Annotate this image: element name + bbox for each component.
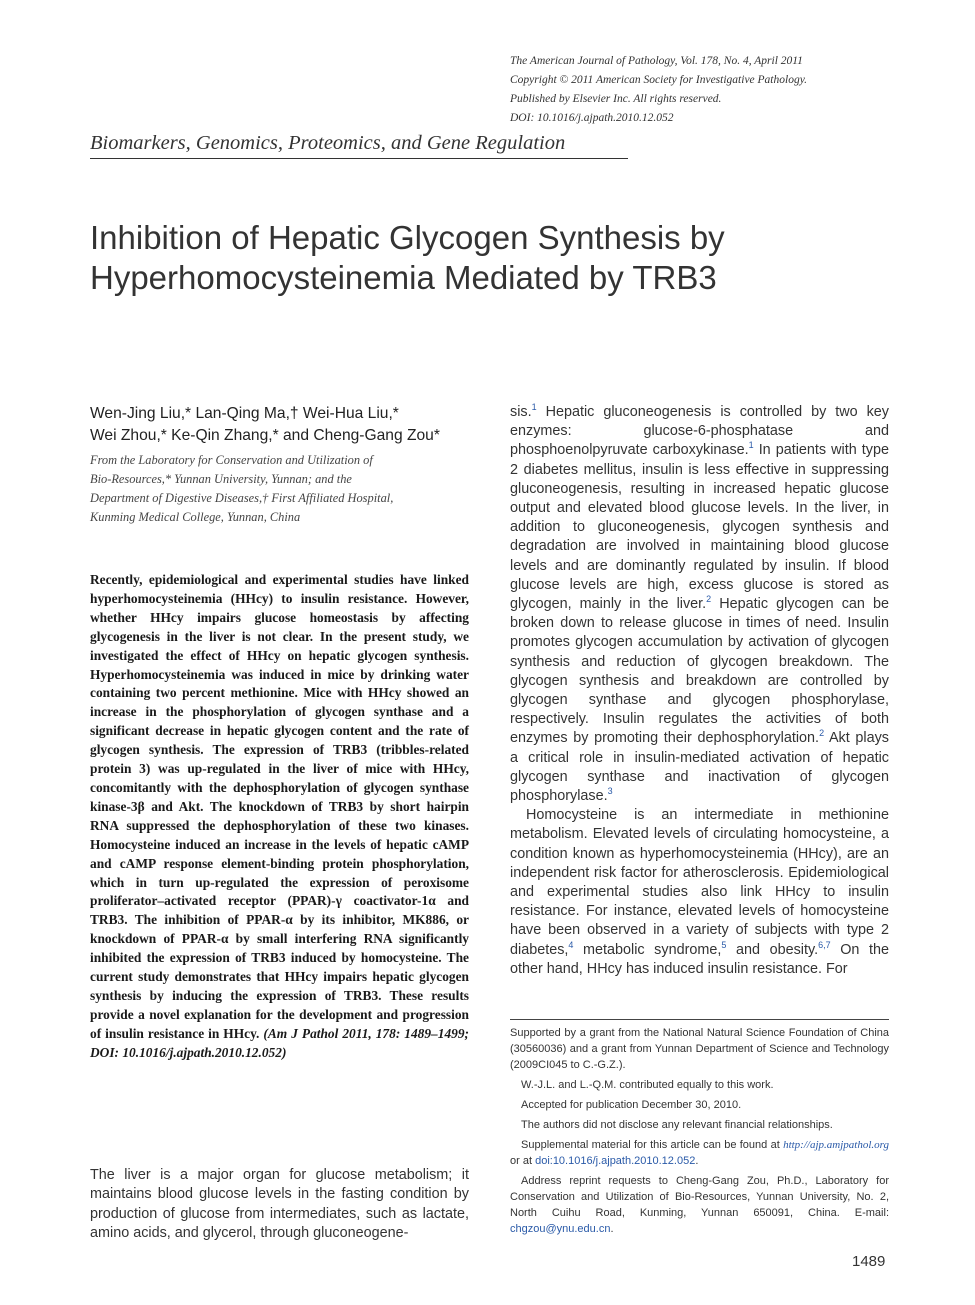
text-run: Akt plays a critical role in insulin-mediated activation of hepatic glycogen synthase and inactivation of glycogen phosphorylase. <box>510 730 890 805</box>
footnote-supplemental <box>510 1137 889 1169</box>
text-run: On the other hand, HHcy has induced insulin resistance. For <box>510 941 889 977</box>
supplemental-url-link[interactable]: http://ajp.amjpathol.org <box>783 1139 889 1151</box>
footnote-accepted: Accepted for publication December 30, 2010. <box>521 1099 742 1111</box>
text-run: . <box>610 1223 614 1235</box>
email-link[interactable]: chgzou@ynu.edu.cn <box>510 1223 611 1235</box>
footnote-equal-contribution: W.-J.L. and L.-Q.M. contributed equally to this work. <box>521 1079 774 1091</box>
footnote-divider <box>510 1019 889 1020</box>
text-run: metabolic syndrome, <box>573 941 722 958</box>
reference-link[interactable]: 4 <box>568 939 574 950</box>
body-paragraph-1 <box>510 403 889 806</box>
title-line-1: Inhibition of Hepatic Glycogen Synthesis by <box>90 219 725 256</box>
text-run: Homocysteine is an intermediate in methionine metabolism. Elevated levels of circulating homocysteine, a condition known as hyperhomocysteinemia (HHcy), are an independent risk factor for atherosclerosis. Epidemiological and experimental studies also link HHcy to insulin resistance. For instance, elevated levels of homocysteine have been observed in a variety of subjects with type 2 diabetes, <box>510 807 889 958</box>
text-run: or at <box>510 1155 536 1167</box>
journal-header <box>510 52 910 128</box>
footnote-support: Supported by a grant from the National Natural Science Foundation of China (30560036) and a grant from Yunnan Department of Science and Technology (2009CI045 to C.-G.Z.). <box>510 1027 889 1071</box>
footnotes <box>510 1025 889 1241</box>
text-run: . <box>695 1155 699 1167</box>
reference-link[interactable]: 2 <box>706 594 712 605</box>
reference-link[interactable]: 6,7 <box>818 939 831 950</box>
reference-link[interactable]: 1 <box>531 402 537 413</box>
text-run: Hepatic gluconeogenesis is controlled by two key enzymes: glucose-6-phosphatase and phosphoenolpyruvate carboxykinase. <box>510 404 889 459</box>
text-run: Supplemental material for this article can be found at <box>521 1139 784 1151</box>
affiliation <box>90 451 480 527</box>
author-list <box>90 403 490 447</box>
text-run: Hepatic glycogen can be broken down to release glucose in times of need. Insulin promotes glycogen accumulation by activation of glycogen synthesis and reduction of glycogen breakdown. The glycogen synthesis and breakdown are controlled by glycogen synthase and glycogen phosphorylase, respectively. Insulin regulates the activities of both enzymes by promoting their dephosphorylation. <box>510 596 889 747</box>
footnote-disclosure: The authors did not disclose any relevant financial relationships. <box>521 1119 833 1131</box>
supplemental-doi-link[interactable]: doi:10.1016/j.ajpath.2010.12.052 <box>535 1155 696 1167</box>
abstract-citation: (Am J Pathol 2011, 178: 1489–1499; DOI: 10.1016/j.ajpath.2010.12.052) <box>90 1025 469 1060</box>
journal-doi: DOI: 10.1016/j.ajpath.2010.12.052 <box>510 112 674 124</box>
section-heading: Biomarkers, Genomics, Proteomics, and Gene Regulation <box>90 132 566 154</box>
affiliation-line-4: Kunming Medical College, Yunnan, China <box>90 510 301 524</box>
page-number: 1489 <box>852 1253 886 1270</box>
journal-citation: The American Journal of Pathology, Vol. 178, No. 4, April 2011 <box>510 55 803 67</box>
journal-publisher: Published by Elsevier Inc. All rights reserved. <box>510 93 722 105</box>
authors-line-1: Wen-Jing Liu,* Lan-Qing Ma,† Wei-Hua Liu,* <box>90 405 399 422</box>
text-run: In patients with type 2 diabetes mellitus, insulin is less effective in suppressing gluconeogenesis, resulting in increased hepatic glucose output and elevated blood glucose levels. In the liver, in addition to gluconeogenesis, glycogen synthesis and degradation are involved in maintaining blood glucose levels and are dominantly regulated by insulin. If blood glucose levels are high, excess glucose is stored as glycogen, mainly in the liver. <box>510 442 889 613</box>
affiliation-line-2: Bio-Resources,* Yunnan University, Yunnan; and the <box>90 472 352 486</box>
text-run: sis. <box>510 404 532 420</box>
reference-link[interactable]: 3 <box>607 786 613 797</box>
body-right-column <box>510 403 889 979</box>
section-divider <box>90 158 628 159</box>
intro-paragraph-left: The liver is a major organ for glucose metabolism; it maintains blood glucose levels in the fasting condition by production of glucose from intermediates, such as lactate, amino acids, and glycerol, through gluconeogene- <box>90 1167 469 1242</box>
abstract-text: Recently, epidemiological and experimental studies have linked hyperhomocysteinemia (HHcy) to insulin resistance. However, whether HHcy impairs glucose homeostasis by affecting glycogenesis in the liver is not clear. In the present study, we investigated the effect of HHcy on hepatic glycogen synthesis. Hyperhomocysteinemia was induced in mice by drinking water containing two percent methionine. Mice with HHcy showed an increase in the phosphorylation of glycogen synthase and a significant decrease in hepatic glycogen content and the rate of glycogen synthesis. The expression of TRB3 (tribbles-related protein 3) was up-regulated in the liver of mice with HHcy, concomitantly with the dephosphorylation of glycogen synthase kinase-3β and Akt. The knockdown of TRB3 by short hairpin RNA suppressed the dephosphorylation of these two kinases. Homocysteine induced an increase in the levels of hepatic cAMP and cAMP response element-binding protein phosphorylation, which in turn up-regulated the expression of peroxisome proliferator–activated receptor (PPAR)-γ coactivator-1α and TRB3. The inhibition of PPAR-α by its inhibitor, MK886, or knockdown of PPAR-α by small interfering RNA significantly inhibited the expression of TRB3 induced by homocysteine. The current study demonstrates that HHcy impairs hepatic glycogen synthesis by inducing the expression of TRB3. These results provide a novel explanation for the development and progression of insulin resistance in HHcy. <box>90 572 469 1041</box>
reference-link[interactable]: 2 <box>819 728 825 739</box>
reference-link[interactable]: 1 <box>748 440 754 451</box>
journal-copyright: Copyright © 2011 American Society for Investigative Pathology. <box>510 74 808 86</box>
footnote-reprint <box>510 1173 889 1237</box>
affiliation-line-1: From the Laboratory for Conservation and Utilization of <box>90 453 373 467</box>
affiliation-line-3: Department of Digestive Diseases,† First Affiliated Hospital, <box>90 491 394 505</box>
abstract <box>90 571 469 1063</box>
text-run: and obesity. <box>726 941 819 958</box>
text-run: Address reprint requests to Cheng-Gang Zou, Ph.D., Laboratory for Conservation and Utilization of Bio-Resources, Yunnan University, No. 2, North Cuihu Road, Kunming, Yunnan 650091, China. E-mail: <box>510 1175 889 1219</box>
authors-line-2: Wei Zhou,* Ke-Qin Zhang,* and Cheng-Gang Zou* <box>90 427 440 444</box>
reference-link[interactable]: 5 <box>721 939 727 950</box>
title-line-2: Hyperhomocysteinemia Mediated by TRB3 <box>90 259 717 296</box>
body-paragraph-2 <box>510 806 889 979</box>
article-title <box>90 218 890 298</box>
